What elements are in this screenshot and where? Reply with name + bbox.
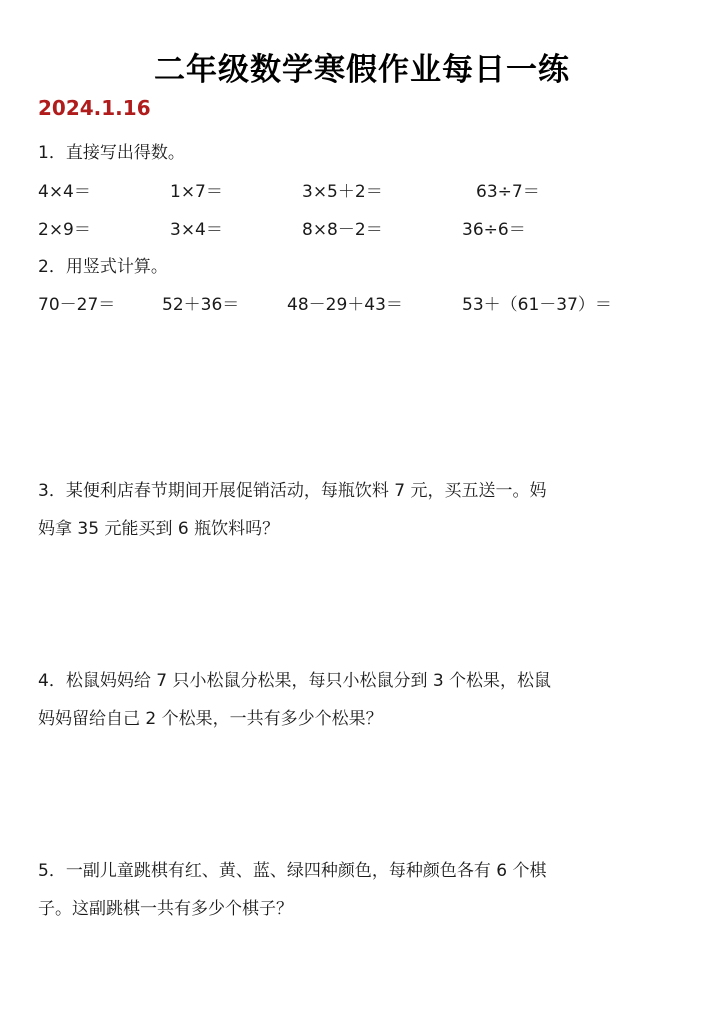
q1-expr: 4×4＝: [38, 182, 91, 202]
q1-expr: 3×5＋2＝: [302, 182, 383, 202]
q2-expr: 52＋36＝: [162, 295, 240, 315]
q3-line2: 妈拿 35 元能买到 6 瓶饮料吗？: [38, 519, 280, 539]
q4-line1: 4．松鼠妈妈给 7 只小松鼠分松果，每只小松鼠分到 3 个松果，松鼠: [38, 671, 552, 691]
q5-line1: 5．一副儿童跳棋有红、黄、蓝、绿四种颜色，每种颜色各有 6 个棋: [38, 861, 547, 881]
q1-heading: 1．直接写出得数。: [38, 143, 185, 163]
q1-expr: 1×7＝: [170, 182, 223, 202]
q1-expr: 3×4＝: [170, 220, 223, 240]
q1-expr: 2×9＝: [38, 220, 91, 240]
q3-line1: 3．某便利店春节期间开展促销活动，每瓶饮料 7 元，买五送一。妈: [38, 481, 547, 501]
q1-expr: 63÷7＝: [476, 182, 540, 202]
q1-expr: 36÷6＝: [462, 220, 526, 240]
q5-line2: 子。这副跳棋一共有多少个棋子？: [38, 899, 293, 919]
q2-expr: 53＋（61－37）＝: [462, 295, 612, 315]
date-label: 2024.1.16: [38, 96, 151, 120]
question-3: [38, 472, 688, 548]
page-title: 二年级数学寒假作业每日一练: [154, 52, 570, 88]
q4-line2: 妈妈留给自己 2 个松果，一共有多少个松果？: [38, 709, 383, 729]
q1-expr: 8×8－2＝: [302, 220, 383, 240]
question-5: [38, 852, 688, 928]
question-4: [38, 662, 688, 738]
q2-heading: 2．用竖式计算。: [38, 257, 168, 277]
q2-expr: 70－27＝: [38, 295, 116, 315]
q2-expr: 48－29＋43＝: [287, 295, 403, 315]
